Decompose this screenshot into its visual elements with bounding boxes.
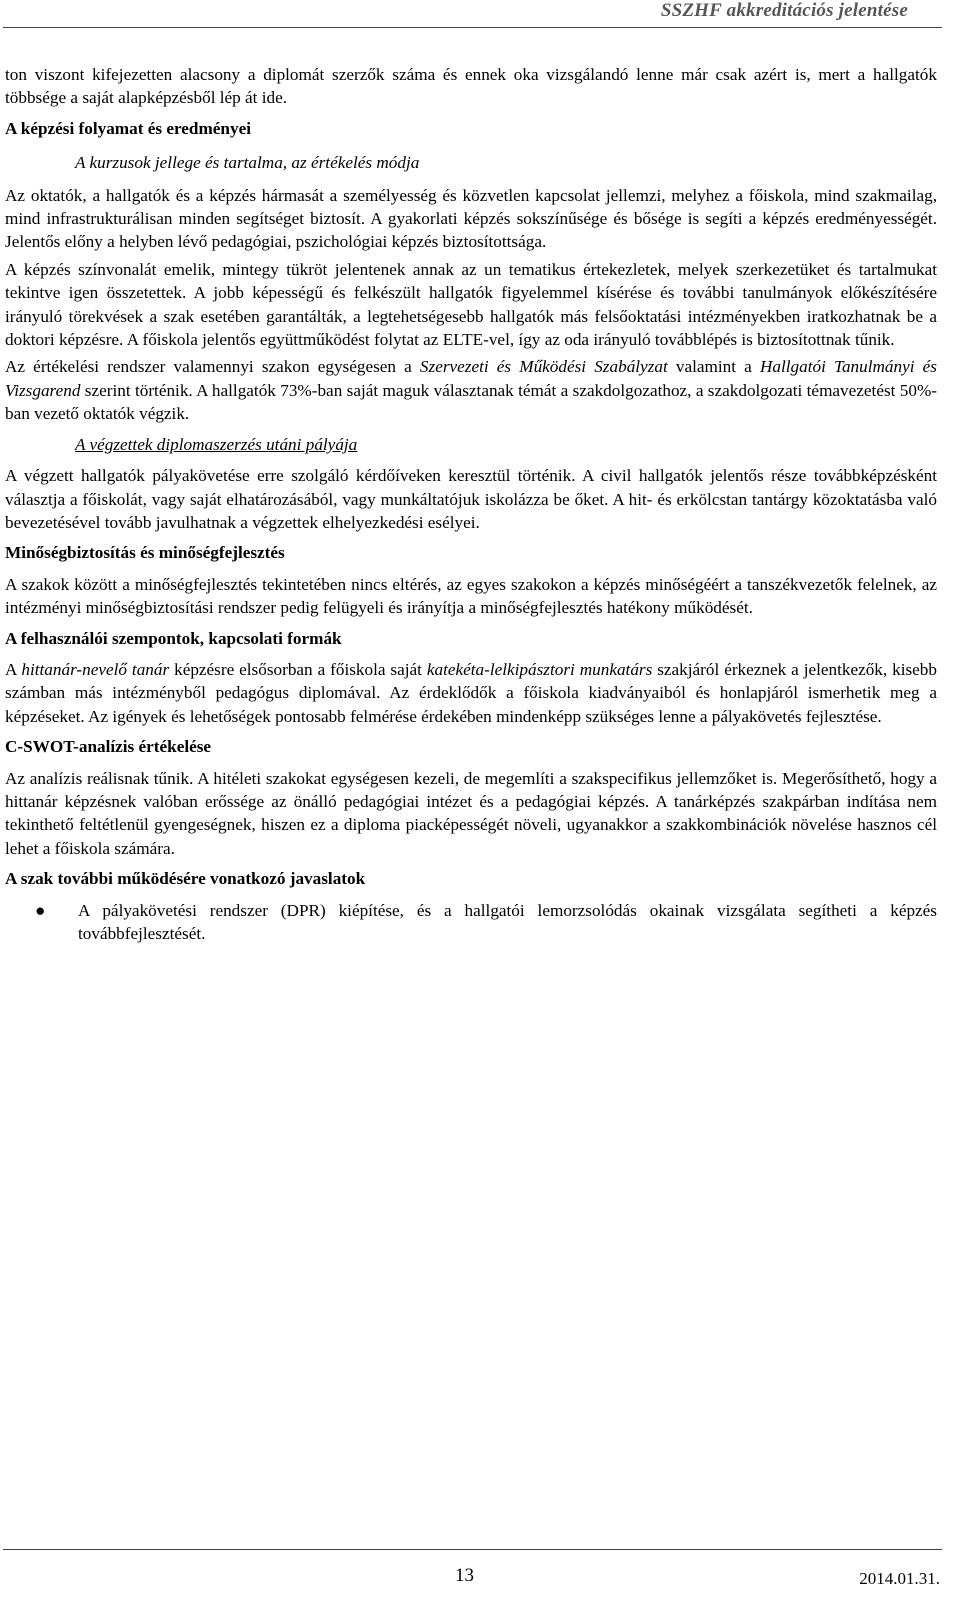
section-heading-training-process: A képzési folyamat és eredményei bbox=[5, 118, 251, 138]
bullet-icon: ● bbox=[35, 900, 46, 920]
list-item: ● A pályakövetési rendszer (DPR) kiépítése, és a hallgatói lemorzsolódás okainak vizsgálata segítheti a képzés továbbfejlesztését. bbox=[35, 900, 937, 943]
paragraph-teachers: Az oktatók, a hallgatók és a képzés hármasát a személyesség és közvetlen kapcsolat jellemzi, melyhez a főiskola, mind szakmailag, mind infrastrukturálisan minden segítséget biztosít. A gyakorlati képzés sokszínűsége és bősége is segíti a képzés eredményességét. Jelentős előny a helyben lévő pedagógiai, pszichológiai képzés biztosítottsága. bbox=[5, 185, 937, 252]
paragraph-evaluation: Az értékelési rendszer valamennyi szakon egységesen a Szervezeti és Működési Szabályzat valamint a Hallgatói Tanulmányi és Vizsgarend szerint történik. A hallgatók 73%-ban saját maguk választanak témát a szakdolgozathoz, a szakdolgozati témavezetést 50%-ban vezető oktatók végzik. bbox=[5, 357, 937, 424]
paragraph-quality: A szakok között a minőségfejlesztés tekintetében nincs eltérés, az egyes szakokon a képzés minőségéért a tanszékvezetők felelnek, az intézményi minőségbiztosítási rendszer pedig felügyeli és irányítja a minőségfejlesztés hatékony működését. bbox=[5, 574, 937, 618]
header-divider bbox=[3, 27, 942, 28]
page-content bbox=[5, 63, 937, 945]
paragraph-user-aspects: A hittanár-nevelő tanár képzésre elsősorban a főiskola saját katekéta-lelkipásztori munkatárs szakjáról érkeznek a jelentkezők, kisebb számban más intézményből pedagógus diplomával. Az érdeklődők a főiskola kiadványaiból és honlapjáról ismerhetik meg a képzéseket. Az igények és lehetőségek pontosabb felmérése érdekében mindenképp szükséges lenne a pályakövetés fejlesztése. bbox=[5, 659, 937, 726]
section-heading-cswot: C-SWOT-analízis értékelése bbox=[5, 737, 212, 757]
footer-divider bbox=[3, 1549, 942, 1550]
paragraph-cswot: Az analízis reálisnak tűnik. A hitéleti szakokat egységesen kezeli, de megemlíti a szakspecifikus jellemzőket is. Megerősíthető, hogy a hittanár képzésnek valóban erőssége az önálló pedagógiai intézet és a pedagógiai képzés. A tanárképzés szakpárban indítása nem tekinthető feltétlenül gyengeségnek, hiszen ez a diploma piacképességét növeli, ugyanakkor a szakkombinációk növelése hasznos cél lehet a főiskola számára. bbox=[5, 768, 937, 858]
study-rules-title: Hallgatói Tanulmányi és Vizsgarend bbox=[5, 357, 937, 400]
document-title: SSZHF akkreditációs jelentése bbox=[660, 0, 908, 21]
subheading-courses: A kurzusok jellege és tartalma, az értékelés módja bbox=[75, 153, 420, 173]
footer-date: 2014.01.31. bbox=[859, 1569, 940, 1588]
page-header bbox=[0, 0, 960, 30]
paragraph-quality-level: A képzés színvonalát emelik, mintegy tükröt jelentenek annak az un tematikus értekezletek, melyek szerkezetüket és tartalmukat tekintve igen összetettek. A jobb képességű és felkészült hallgatók figyelemmel kísérése és további tanulmányok előkészítésére irányuló törekvések a szak esetében garantálták, a legtehetségesebb hallgatók más felsőoktatási intézményekben iratkozhatnak be a doktori képzésre. A főiskola jelentős együttműködést folytat az ELTE-vel, így az oda irányuló továbblépés is biztosítottnak tűnik. bbox=[5, 259, 937, 350]
page-number: 13 bbox=[455, 1565, 474, 1586]
paragraph-graduates: A végzett hallgatók pályakövetése erre szolgáló kérdőíveken keresztül történik. A civil hallgatók jelentős része továbbképzésként választja a főiskolát, vagy saját elhatározásából, vagy munkáltatójuk iskolázza be őket. A hit- és erkölcstan tantárgy közoktatásba való bevezetésével tovább javulhatnak a végzettek elhelyezkedési esélyei. bbox=[5, 466, 937, 532]
section-heading-proposals: A szak további működésére vonatkozó javaslatok bbox=[5, 869, 366, 889]
section-heading-user-aspects: A felhasználói szempontok, kapcsolati formák bbox=[5, 628, 342, 648]
regulation-title: Szervezeti és Működési Szabályzat bbox=[419, 357, 668, 377]
proposal-list bbox=[5, 899, 937, 946]
section-heading-quality: Minőségbiztosítás és minőségfejlesztés bbox=[5, 543, 285, 563]
subheading-graduates: A végzettek diplomaszerzés utáni pályája bbox=[75, 434, 358, 454]
intro-paragraph: ton viszont kifejezetten alacsony a diplomát szerzők száma és ennek oka vizsgálandó lenne már csak azért is, mert a hallgatók többsége a saját alapképzésből lép át ide. bbox=[5, 65, 937, 108]
page-footer bbox=[3, 1541, 942, 1601]
